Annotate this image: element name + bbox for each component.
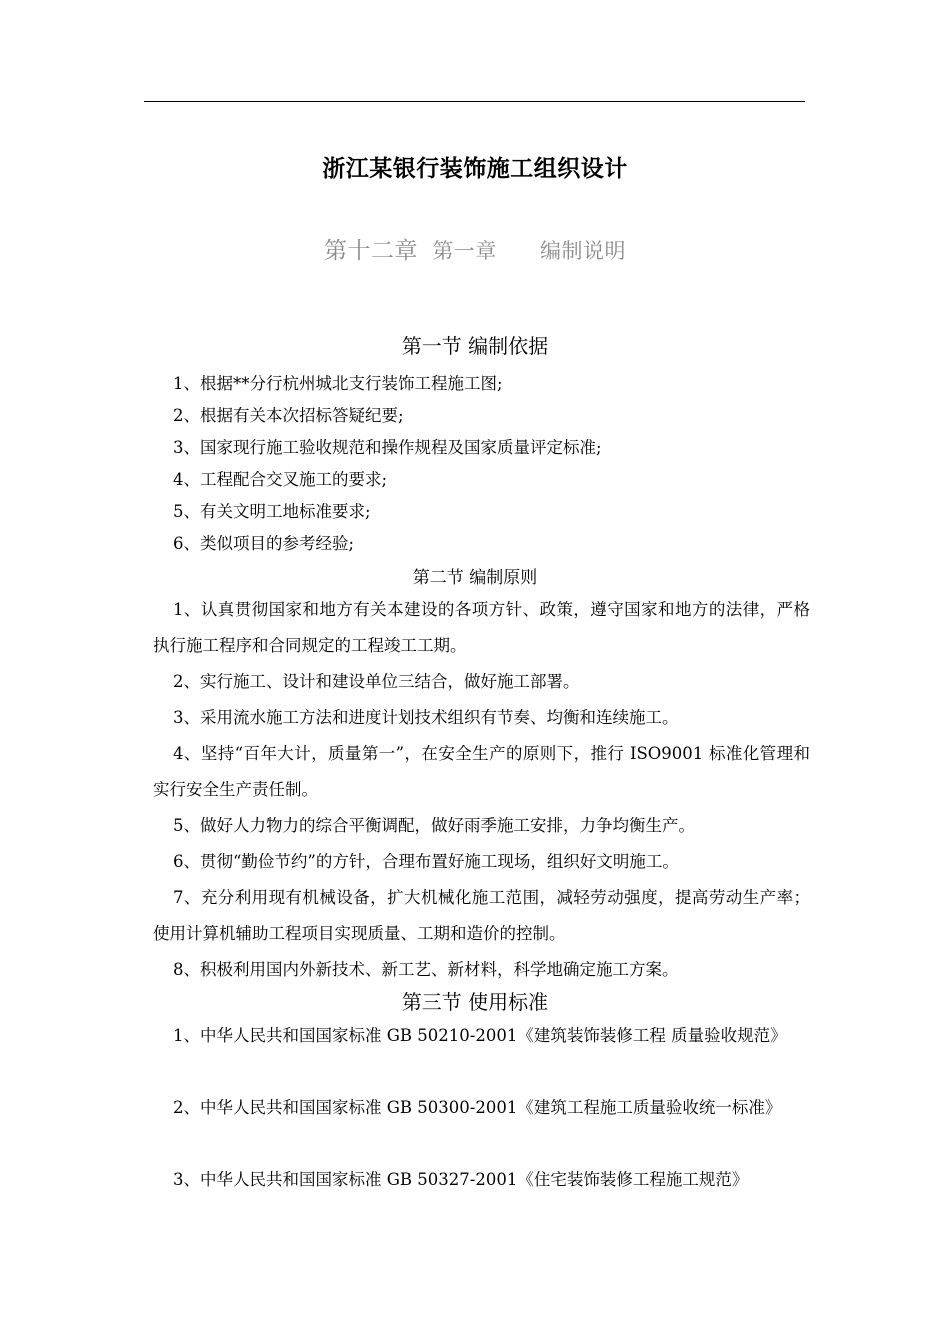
- list-item: 1、中华人民共和国国家标准 GB 50210-2001《建筑装饰装修工程 质量验收规范》: [173, 1026, 787, 1045]
- list-item: 6、贯彻“勤俭节约”的方针，合理布置好施工现场，组织好文明施工。: [173, 852, 679, 871]
- list-item: 1、认真贯彻国家和地方有关本建设的各项方针、政策，遵守国家和地方的法律，严格执行施工程序和合同规定的工程竣工工期。: [153, 600, 810, 655]
- section-heading-standards: 第三节 使用标准: [401, 990, 549, 1014]
- list-item: 2、实行施工、设计和建设单位三结合，做好施工部署。: [173, 672, 580, 691]
- section-heading-principles: 第二节 编制原则: [412, 568, 538, 588]
- list-item: 4、工程配合交叉施工的要求;: [173, 470, 388, 489]
- chapter-label: 第一章: [432, 239, 497, 263]
- list-item: 5、做好人力物力的综合平衡调配，做好雨季施工安排，力争均衡生产。: [173, 816, 695, 835]
- list-item: 3、中华人民共和国国家标准 GB 50327-2001《住宅装饰装修工程施工规范》: [173, 1170, 749, 1189]
- list-item: 7、充分利用现有机械设备，扩大机械化施工范围，减轻劳动强度，提高劳动生产率；使用计算机辅助工程项目实现质量、工期和造价的控制。: [153, 888, 810, 943]
- list-item: 2、中华人民共和国国家标准 GB 50300-2001《建筑工程施工质量验收统一标准》: [173, 1098, 782, 1117]
- chapter-prefix: 第十二章: [324, 238, 419, 264]
- chapter-title: [0, 232, 950, 265]
- list-item: 8、积极利用国内外新技术、新工艺、新材料，科学地确定施工方案。: [173, 960, 679, 979]
- header-rule: [144, 101, 805, 102]
- document-title: 浙江某银行装饰施工组织设计: [322, 155, 628, 182]
- list-item: 6、类似项目的参考经验;: [173, 534, 355, 553]
- list-item: 4、坚持“百年大计，质量第一”，在安全生产的原则下，推行 ISO9001 标准化管理和实行安全生产责任制。: [153, 744, 810, 799]
- list-item: 1、根据**分行杭州城北支行装饰工程施工图;: [173, 374, 503, 393]
- list-item: 3、采用流水施工方法和进度计划技术组织有节奏、均衡和连续施工。: [173, 708, 679, 727]
- list-item: 2、根据有关本次招标答疑纪要;: [173, 406, 404, 425]
- list-item: 5、有关文明工地标准要求;: [173, 502, 371, 521]
- chapter-name: 编制说明: [539, 239, 626, 263]
- section-heading-basis: 第一节 编制依据: [401, 334, 549, 358]
- list-item: 3、国家现行施工验收规范和操作规程及国家质量评定标准;: [173, 438, 602, 457]
